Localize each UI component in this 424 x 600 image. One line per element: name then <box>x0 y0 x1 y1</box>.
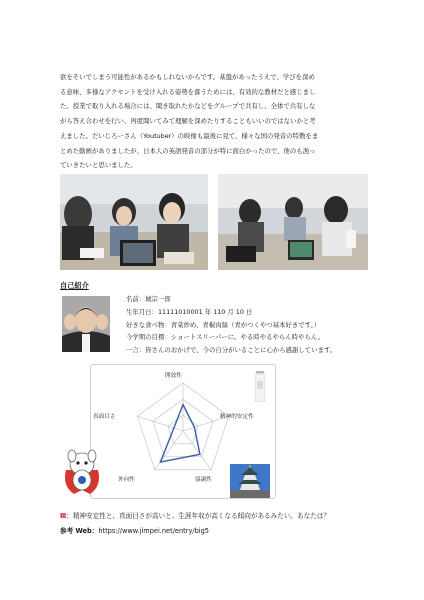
footer-question <box>60 510 330 520</box>
intro-line: ていきたいと思いました。 <box>60 161 137 170</box>
profile-photo <box>62 296 110 352</box>
intro-line: えました。だいじろーさん（Youtuber）の映像も最後に見て、様々な国の発音の特徴をま <box>60 131 319 140</box>
reference-url[interactable]: https://www.jimpei.net/entry/big5 <box>98 527 209 535</box>
bottle-image <box>255 371 265 402</box>
radar-axis-label-extraversion: 外向性 <box>118 477 135 483</box>
radar-axis-label-emotional-stability: 精神的安定性 <box>220 414 254 420</box>
profile-birthdate: 生年月日：11111010001 年 110 月 10 日 <box>126 307 253 316</box>
profile-semester-goal: 今学期の目標：ショートスリーパーに。やる時やるやらん時やらん。 <box>126 333 324 342</box>
question-text: 精神安定性と、真面目さが高いと、生涯年収が高くなる傾向があるみたい。あなたは？ <box>72 512 330 520</box>
profile-details <box>126 293 336 357</box>
intro-line: た。授業で取り入れる場合には、聞き取れたかなどをグループで共有し、全体で共有しな <box>60 102 316 111</box>
radar-axis-line <box>155 431 183 470</box>
question-marker: Ⅲ： <box>60 512 73 520</box>
intro-paragraph <box>60 70 370 173</box>
intro-line: 欲をそいでしまう可能性があるかもしれないからです。基盤があったうえで、学びを深め <box>60 73 315 81</box>
profile-comment: 一言：皆さんのおかげで、今の自分がいることに心から感謝しています。 <box>126 346 337 355</box>
radar-axis-label-agreeableness: 協調性 <box>195 477 212 483</box>
intro-line: る意味、多様なアクセントを受け入れる姿勢を養うためには、有効的な教材だと感じまし <box>60 87 316 96</box>
radar-axis-label-openness: 開放性 <box>165 373 182 379</box>
castle-photo <box>230 464 270 498</box>
classroom-photo-right <box>218 174 368 270</box>
profile-favorite-food: 好きな食べ物：青菜炒め、青椒肉絲（青がつくやつ基本好きです。） <box>126 320 321 329</box>
mascot-character <box>60 446 104 498</box>
radar-axis-line <box>183 431 211 470</box>
reference-web <box>60 525 209 535</box>
classroom-photo-left <box>60 174 208 270</box>
reference-label: 参考 Web： <box>60 527 99 535</box>
self-intro-heading: 自己紹介 <box>60 281 89 290</box>
profile-name: 名前：城宗一郎 <box>126 295 171 303</box>
intro-line: とめた動画がありましたが、日本人の英語発音の部分が特に面白かったので、他のも漁っ <box>60 146 316 155</box>
radar-axis-label-conscientiousness: 真面目さ <box>93 414 116 420</box>
intro-line: がら答え合わせを行い、再度聞いてみて理解を深めたりすることもいいのではないかと考 <box>60 117 316 126</box>
